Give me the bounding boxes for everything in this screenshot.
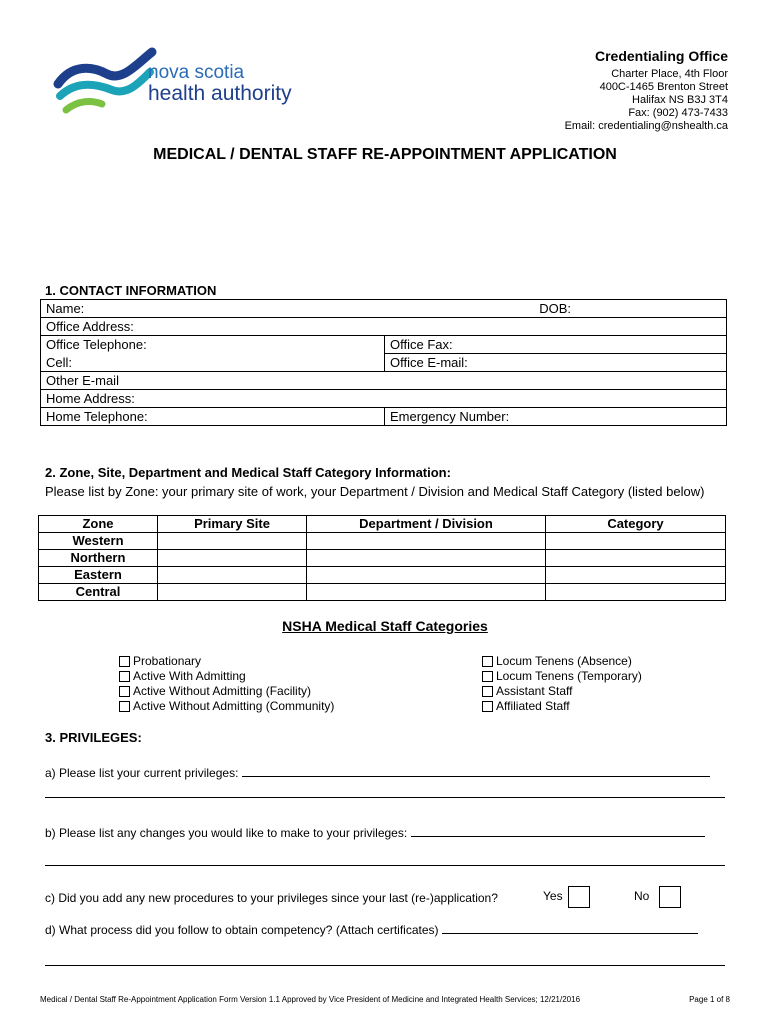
- category-cell[interactable]: [546, 550, 726, 567]
- primary-site-cell[interactable]: [158, 550, 307, 567]
- category-cell[interactable]: [546, 584, 726, 601]
- page-number: Page 1 of 8: [689, 995, 730, 1004]
- category-cell[interactable]: [546, 533, 726, 550]
- address-line: Halifax NS B3J 3T4: [632, 94, 728, 106]
- address-line: 400C-1465 Brenton Street: [599, 81, 728, 93]
- department-cell[interactable]: [307, 567, 546, 584]
- contact-heading: 1. CONTACT INFORMATION: [45, 283, 217, 298]
- credentialing-office-block: [468, 48, 728, 133]
- question-d-text: d) What process did you follow to obtain competency? (Attach certificates): [45, 923, 439, 937]
- department-cell[interactable]: [307, 550, 546, 567]
- yes-label: Yes: [543, 889, 563, 904]
- zone-table: [38, 515, 726, 601]
- footer-version-text: Medical / Dental Staff Re-Appointment Application Form Version 1.1 Approved by Vice President of Medicine and Integrated Health Services; 12/21/2016: [40, 995, 581, 1004]
- categories-left-list: [119, 654, 334, 714]
- question-b-text: b) Please list any changes you would like to make to your privileges:: [45, 826, 408, 840]
- privileges-heading: 3. PRIVILEGES:: [45, 730, 142, 745]
- office-address-label: Office Address:: [46, 319, 134, 334]
- category-option[interactable]: [482, 654, 642, 669]
- checkbox[interactable]: [119, 671, 130, 682]
- yes-option: [543, 886, 590, 908]
- primary-site-cell[interactable]: [158, 567, 307, 584]
- category-option[interactable]: [119, 699, 334, 714]
- home-telephone-label: Home Telephone:: [46, 409, 148, 424]
- col-header-department: Department / Division: [307, 516, 546, 533]
- answer-a-line-2[interactable]: [45, 797, 725, 798]
- department-cell[interactable]: [307, 584, 546, 601]
- answer-b-line[interactable]: [411, 824, 705, 837]
- office-fax-label: Office Fax:: [390, 337, 453, 352]
- categories-title: NSHA Medical Staff Categories: [282, 618, 488, 634]
- home-telephone-field[interactable]: [41, 408, 385, 426]
- category-label: Active Without Admitting (Facility): [133, 684, 312, 698]
- name-field[interactable]: [41, 300, 727, 318]
- primary-site-cell[interactable]: [158, 584, 307, 601]
- category-label: Assistant Staff: [496, 684, 573, 698]
- question-b: [45, 824, 725, 840]
- fax-line: Fax: (902) 473-7433: [628, 107, 728, 119]
- emergency-number-field[interactable]: [385, 408, 727, 426]
- question-a: [45, 764, 725, 780]
- category-label: Locum Tenens (Absence): [496, 654, 632, 668]
- zones-intro: Please list by Zone: your primary site of work, your Department / Division and Medical Staff Category (listed below): [45, 484, 705, 499]
- question-c-text: c) Did you add any new procedures to your privileges since your last (re-)application?: [45, 891, 498, 905]
- address-line: Charter Place, 4th Floor: [611, 68, 728, 80]
- office-address-field[interactable]: [41, 318, 727, 336]
- checkbox[interactable]: [482, 701, 493, 712]
- question-d: [45, 921, 725, 937]
- col-header-primary-site: Primary Site: [158, 516, 307, 533]
- office-email-field[interactable]: [385, 354, 727, 372]
- office-telephone-label: Office Telephone:: [46, 337, 147, 353]
- yes-checkbox[interactable]: [568, 886, 590, 908]
- cell-field[interactable]: [41, 354, 385, 372]
- other-email-label: Other E-mail: [46, 373, 119, 388]
- no-label: No: [634, 889, 650, 904]
- checkbox[interactable]: [482, 686, 493, 697]
- home-address-label: Home Address:: [46, 391, 135, 406]
- office-email-label: Office E-mail:: [390, 355, 468, 370]
- category-option[interactable]: [119, 669, 334, 684]
- office-telephone-field[interactable]: [41, 336, 385, 354]
- zone-label: Western: [39, 533, 158, 550]
- category-label: Active With Admitting: [133, 669, 246, 683]
- dob-label: DOB:: [539, 301, 571, 316]
- table-row: [39, 533, 726, 550]
- page-footer: [40, 995, 730, 1004]
- page-title: MEDICAL / DENTAL STAFF RE-APPOINTMENT APPLICATION: [153, 146, 617, 163]
- office-title: Credentialing Office: [594, 48, 728, 64]
- table-row: [39, 584, 726, 601]
- no-checkbox[interactable]: [659, 886, 681, 908]
- office-fax-field[interactable]: [385, 336, 727, 354]
- checkbox[interactable]: [119, 686, 130, 697]
- checkbox[interactable]: [119, 656, 130, 667]
- home-address-field[interactable]: [41, 390, 727, 408]
- col-header-category: Category: [546, 516, 726, 533]
- answer-d-line-2[interactable]: [45, 965, 725, 966]
- category-label: Affiliated Staff: [496, 699, 570, 713]
- zone-label: Northern: [39, 550, 158, 567]
- name-label: Name:: [46, 301, 85, 316]
- category-option[interactable]: [119, 684, 334, 699]
- category-option[interactable]: [482, 684, 642, 699]
- answer-a-line[interactable]: [242, 764, 710, 777]
- logo-line2: health authority: [148, 82, 292, 105]
- table-row: [39, 567, 726, 584]
- contact-table: [40, 299, 727, 426]
- table-row: [39, 550, 726, 567]
- primary-site-cell[interactable]: [158, 533, 307, 550]
- nsha-logo: [52, 44, 312, 124]
- category-label: Locum Tenens (Temporary): [496, 669, 642, 683]
- email-line: Email: credentialing@nshealth.ca: [564, 120, 728, 132]
- category-label: Active Without Admitting (Community): [133, 699, 335, 713]
- checkbox[interactable]: [482, 656, 493, 667]
- zones-heading: 2. Zone, Site, Department and Medical Staff Category Information:: [45, 465, 451, 480]
- category-label: Probationary: [133, 654, 202, 668]
- categories-right-list: [482, 654, 642, 714]
- cell-label: Cell:: [46, 354, 73, 370]
- question-a-text: a) Please list your current privileges:: [45, 766, 239, 780]
- col-header-zone: Zone: [39, 516, 158, 533]
- checkbox[interactable]: [119, 701, 130, 712]
- category-option[interactable]: [482, 699, 642, 714]
- answer-d-line[interactable]: [442, 921, 698, 934]
- logo-line1: nova scotia: [148, 62, 245, 83]
- zone-label: Eastern: [39, 567, 158, 584]
- emergency-number-label: Emergency Number:: [390, 409, 510, 424]
- category-option[interactable]: [482, 669, 642, 684]
- department-cell[interactable]: [307, 533, 546, 550]
- checkbox[interactable]: [482, 671, 493, 682]
- category-option[interactable]: [119, 654, 334, 669]
- no-option: [634, 886, 681, 908]
- answer-b-line-2[interactable]: [45, 865, 725, 866]
- zone-label: Central: [39, 584, 158, 601]
- category-cell[interactable]: [546, 567, 726, 584]
- other-email-field[interactable]: [41, 372, 727, 390]
